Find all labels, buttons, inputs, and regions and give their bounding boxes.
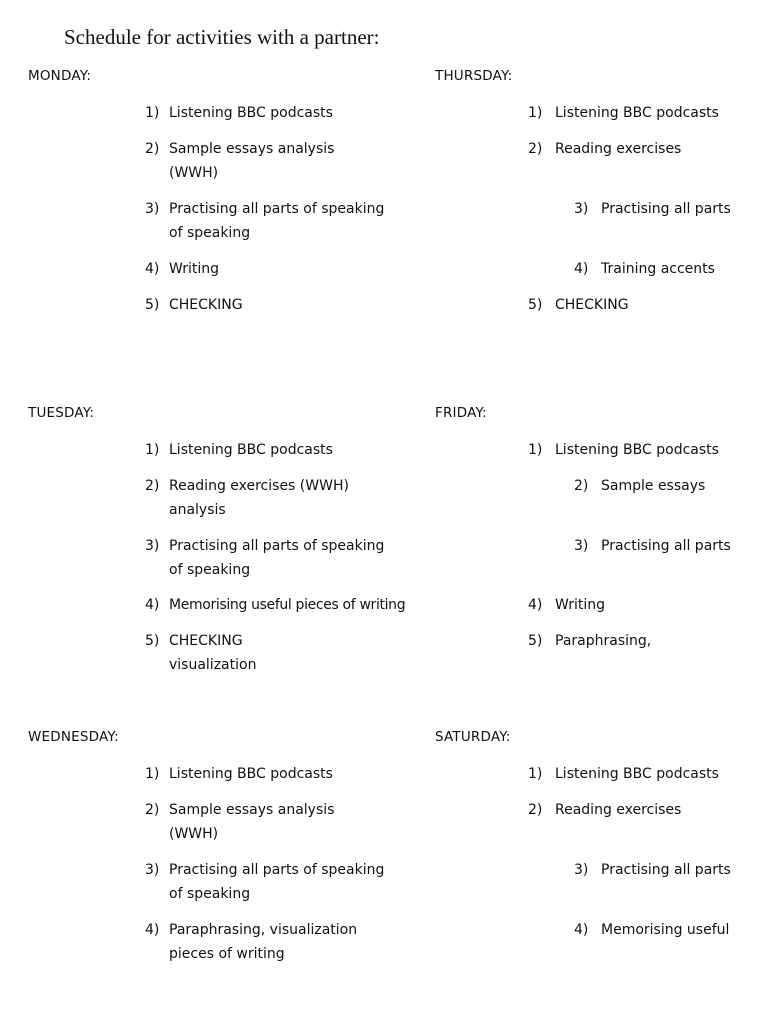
item-number: 2) <box>574 478 589 494</box>
activity-item: CHECKING <box>555 297 629 313</box>
item-number: 5) <box>145 633 160 649</box>
activity-item-continuation: (WWH) <box>169 165 219 181</box>
activity-item: Practising all parts <box>601 862 731 878</box>
activity-item: Paraphrasing, <box>555 633 652 649</box>
item-number: 5) <box>528 297 543 313</box>
activity-item: Sample essays analysis <box>169 802 335 818</box>
day-heading-monday: MONDAY: <box>28 68 92 84</box>
item-number: 4) <box>528 597 543 613</box>
activity-item-continuation: analysis <box>169 502 226 518</box>
item-number: 1) <box>528 766 543 782</box>
item-number: 2) <box>528 802 543 818</box>
item-number: 4) <box>574 922 589 938</box>
item-number: 5) <box>528 633 543 649</box>
item-number: 1) <box>528 105 543 121</box>
item-number: 3) <box>574 201 589 217</box>
activity-item-continuation: of speaking <box>169 562 251 578</box>
item-number: 5) <box>145 297 160 313</box>
page-title: Schedule for activities with a partner: <box>64 25 380 49</box>
activity-item-continuation: pieces of writing <box>169 946 285 962</box>
activity-item: Memorising useful <box>601 922 730 938</box>
activity-item: Sample essays analysis <box>169 141 335 157</box>
item-number: 3) <box>145 201 160 217</box>
activity-item: Listening BBC podcasts <box>555 105 719 121</box>
activity-item-continuation: of speaking <box>169 886 251 902</box>
activity-item: Memorising useful pieces of writing <box>169 597 406 613</box>
activity-item: Practising all parts of speaking <box>169 538 385 554</box>
activity-item: Listening BBC podcasts <box>169 105 333 121</box>
item-number: 4) <box>145 261 160 277</box>
activity-item: Reading exercises (WWH) <box>169 478 349 494</box>
activity-item: Practising all parts of speaking <box>169 862 385 878</box>
item-number: 3) <box>145 538 160 554</box>
item-number: 2) <box>145 802 160 818</box>
day-heading-friday: FRIDAY: <box>435 405 487 421</box>
item-number: 1) <box>145 766 160 782</box>
item-number: 2) <box>528 141 543 157</box>
activity-item: Listening BBC podcasts <box>555 442 719 458</box>
item-number: 1) <box>528 442 543 458</box>
activity-item: Paraphrasing, visualization <box>169 922 358 938</box>
activity-item-continuation: (WWH) <box>169 826 219 842</box>
day-heading-tuesday: TUESDAY: <box>28 405 95 421</box>
activity-item-continuation: of speaking <box>169 225 251 241</box>
activity-item: Practising all parts <box>601 538 731 554</box>
day-heading-thursday: THURSDAY: <box>435 68 513 84</box>
item-number: 4) <box>145 922 160 938</box>
activity-item: Listening BBC podcasts <box>169 766 333 782</box>
item-number: 3) <box>574 862 589 878</box>
item-number: 2) <box>145 478 160 494</box>
activity-item: Sample essays <box>601 478 706 494</box>
activity-item: Reading exercises <box>555 802 682 818</box>
item-number: 4) <box>574 261 589 277</box>
item-number: 4) <box>145 597 160 613</box>
day-heading-saturday: SATURDAY: <box>435 729 511 745</box>
activity-item: Training accents <box>601 261 715 277</box>
activity-item: Practising all parts <box>601 201 731 217</box>
activity-item: Listening BBC podcasts <box>555 766 719 782</box>
item-number: 2) <box>145 141 160 157</box>
day-heading-wednesday: WEDNESDAY: <box>28 729 119 745</box>
activity-item: Listening BBC podcasts <box>169 442 333 458</box>
activity-item: CHECKING <box>169 297 243 313</box>
activity-item-continuation: visualization <box>169 657 257 673</box>
item-number: 1) <box>145 442 160 458</box>
item-number: 3) <box>574 538 589 554</box>
activity-item: CHECKING <box>169 633 243 649</box>
activity-item: Practising all parts of speaking <box>169 201 385 217</box>
activity-item: Writing <box>169 261 219 277</box>
item-number: 1) <box>145 105 160 121</box>
activity-item: Reading exercises <box>555 141 682 157</box>
item-number: 3) <box>145 862 160 878</box>
activity-item: Writing <box>555 597 605 613</box>
